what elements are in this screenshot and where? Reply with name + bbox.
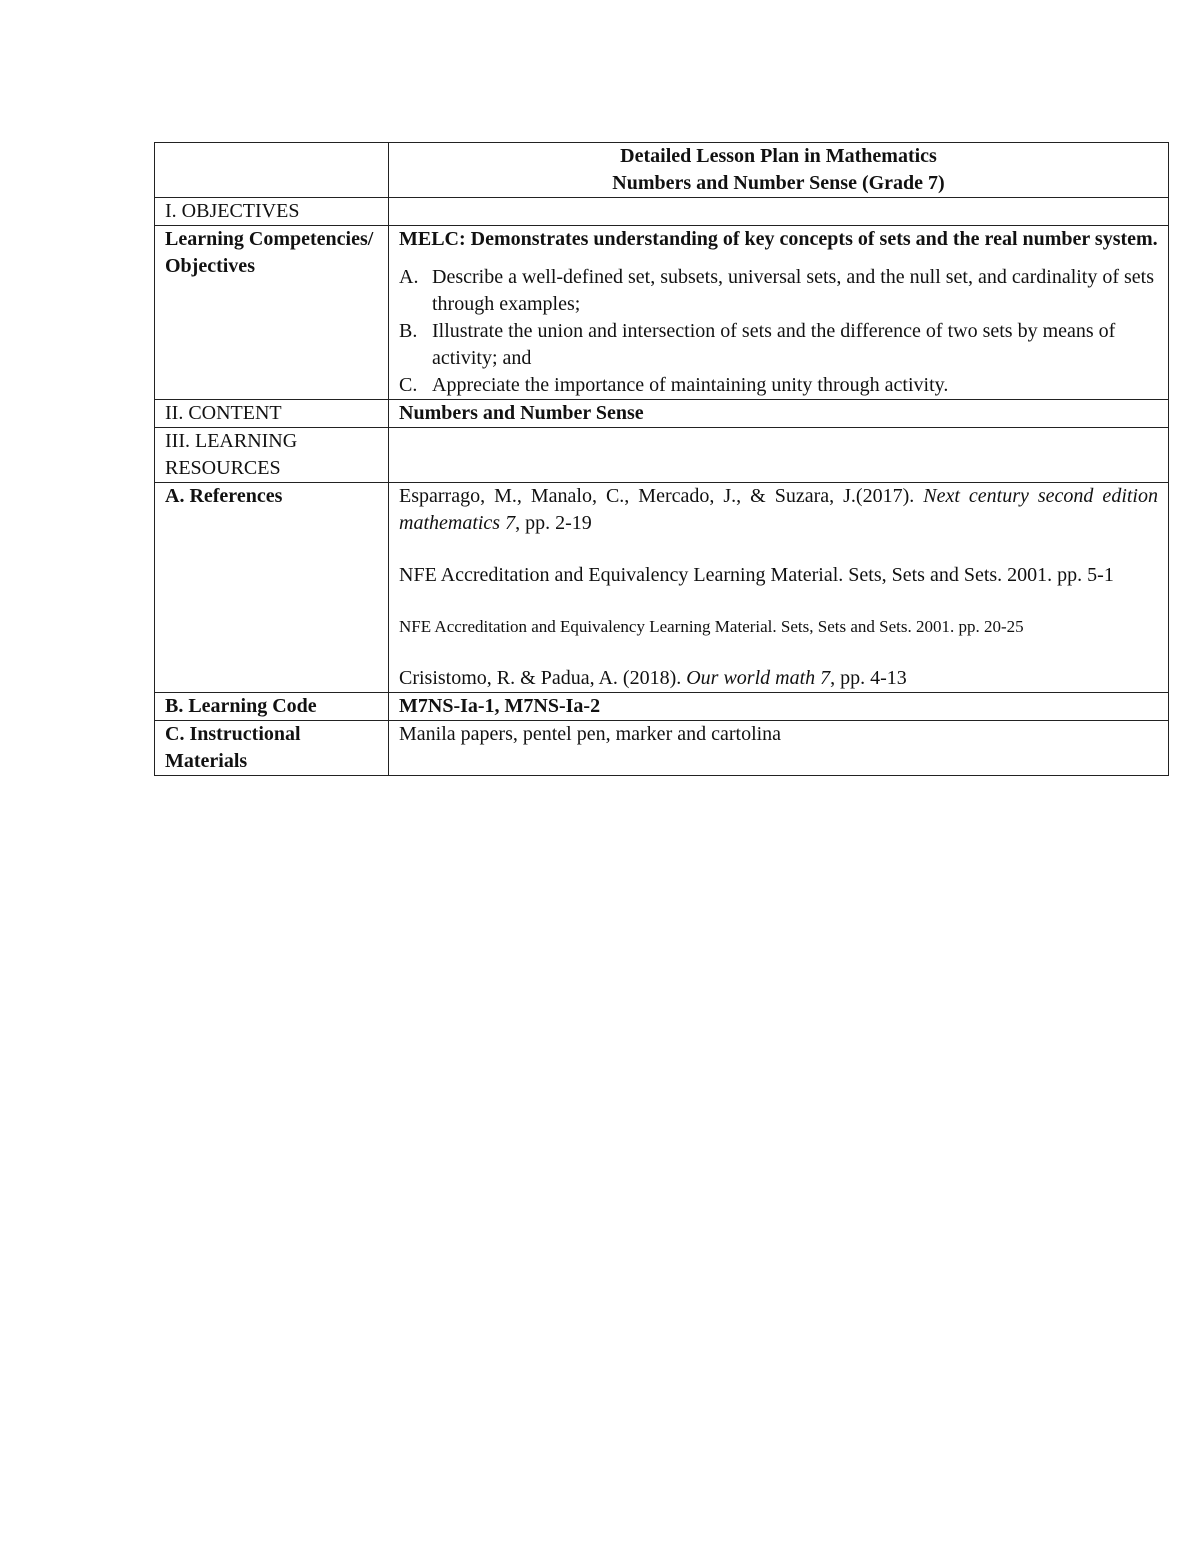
learning-code-row <box>155 693 1169 721</box>
reference-item <box>399 614 1158 640</box>
resources-row <box>155 428 1169 483</box>
materials-row <box>155 721 1169 776</box>
materials-value: Manila papers, pentel pen, marker and cartolina <box>389 721 1169 776</box>
objectives-empty-cell <box>389 198 1169 226</box>
header-row <box>155 143 1169 198</box>
learning-code-value: M7NS-Ia-1, M7NS-Ia-2 <box>389 693 1169 721</box>
lesson-plan-table <box>154 142 1169 776</box>
materials-label: C. Instructional Materials <box>155 721 389 776</box>
reference-text: Esparrago, M., Manalo, C., Mercado, J., & Suzara, J.(2017). <box>399 485 924 507</box>
objective-letter: B. <box>399 320 418 342</box>
header-empty-cell <box>155 143 389 198</box>
title-line-1: Detailed Lesson Plan in Mathematics <box>620 145 937 167</box>
references-cell <box>389 483 1169 693</box>
reference-title: Next century second edition mathematics 7 <box>399 485 1158 534</box>
objective-letter: A. <box>399 266 419 288</box>
reference-pages: , pp. 2-19 <box>515 512 592 534</box>
resources-label: III. LEARNING RESOURCES <box>155 428 389 483</box>
reference-item <box>399 562 1158 589</box>
reference-pages: , pp. 4-13 <box>830 667 907 689</box>
header-title-cell <box>389 143 1169 198</box>
objective-text: Describe a well-defined set, subsets, universal sets, and the null set, and cardinality of sets through examples; <box>432 266 1155 315</box>
objective-text: Illustrate the union and intersection of sets and the difference of two sets by means of activity; and <box>432 320 1116 369</box>
objective-item <box>399 264 1158 318</box>
content-label: II. CONTENT <box>155 400 389 428</box>
reference-item <box>399 665 1158 692</box>
competencies-cell <box>389 226 1169 400</box>
objective-item <box>399 318 1158 372</box>
reference-title: Our world math 7 <box>686 667 831 689</box>
melc-statement: MELC: Demonstrates understanding of key concepts of sets and the real number system. <box>399 228 1158 250</box>
learning-code-label: B. Learning Code <box>155 693 389 721</box>
objective-letter: C. <box>399 374 418 396</box>
references-row <box>155 483 1169 693</box>
objective-item <box>399 372 1158 399</box>
reference-text: Crisistomo, R. & Padua, A. (2018). <box>399 667 687 689</box>
objective-text: Appreciate the importance of maintaining unity through activity. <box>432 374 949 396</box>
reference-text: NFE Accreditation and Equivalency Learning Material. Sets, Sets and Sets. 2001. pp. 5-1 <box>399 564 1114 586</box>
title-line-2: Numbers and Number Sense (Grade 7) <box>612 172 945 194</box>
content-row <box>155 400 1169 428</box>
content-value: Numbers and Number Sense <box>389 400 1169 428</box>
competencies-row <box>155 226 1169 400</box>
objectives-label: I. OBJECTIVES <box>155 198 389 226</box>
objectives-list <box>399 264 1158 399</box>
reference-text: NFE Accreditation and Equivalency Learning Material. Sets, Sets and Sets. 2001. pp. 20-25 <box>399 617 1024 636</box>
references-label: A. References <box>155 483 389 693</box>
objectives-row <box>155 198 1169 226</box>
reference-item <box>399 483 1158 537</box>
competencies-label: Learning Competencies/ Objectives <box>155 226 389 400</box>
resources-empty-cell <box>389 428 1169 483</box>
